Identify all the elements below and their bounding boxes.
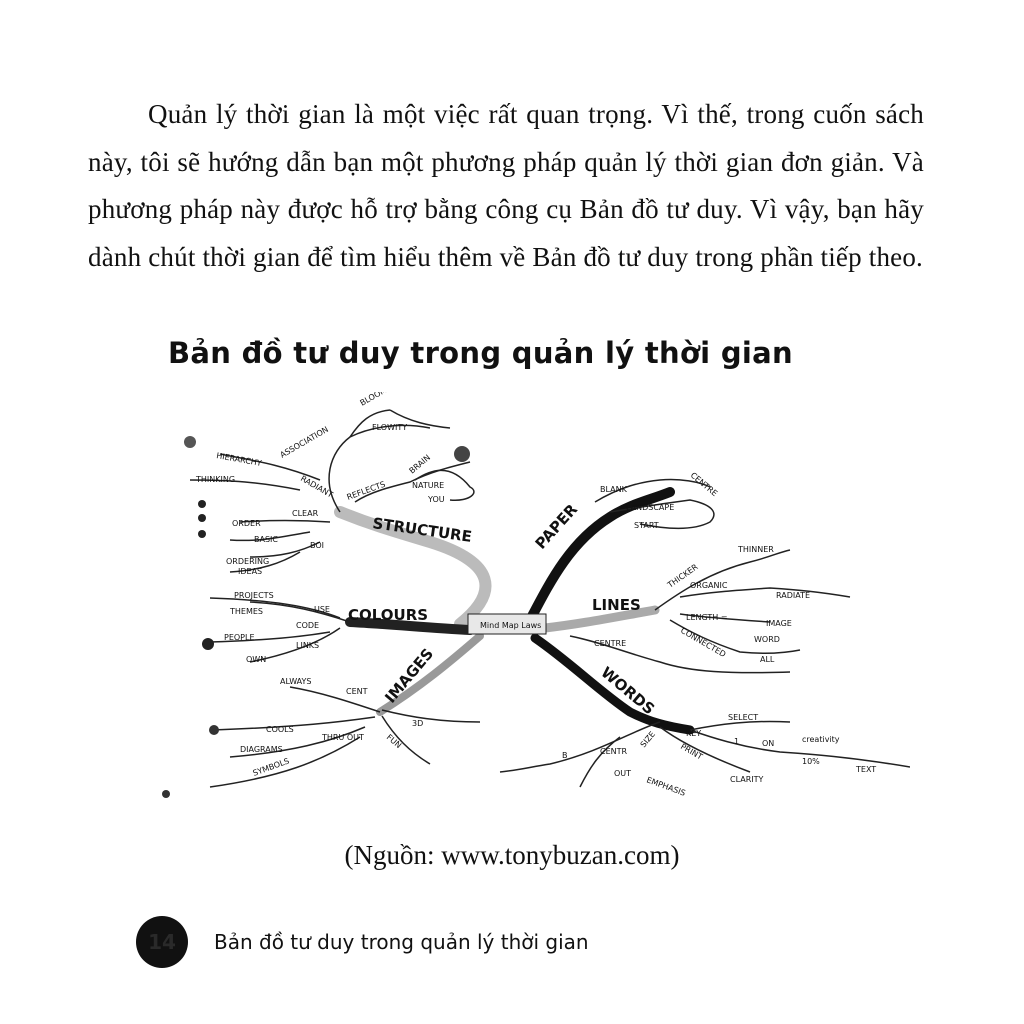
bullet-icon-1 <box>198 500 206 508</box>
node-b: B <box>562 751 568 760</box>
node-connected: CONNECTED <box>679 625 728 660</box>
node-thru-out: THRU OUT <box>322 733 364 742</box>
node-out: OUT <box>614 769 632 778</box>
node-links: LINKS <box>296 641 320 650</box>
node-creativity: creativity <box>802 735 840 744</box>
node-3d: 3D <box>412 719 424 728</box>
node-brain: BRAIN <box>407 452 433 476</box>
page-footer <box>136 914 589 970</box>
node-nature: NATURE <box>412 481 445 490</box>
node-lines-centre: CENTRE <box>594 639 627 648</box>
node-themes: THEMES <box>230 607 263 616</box>
node-thinner: THINNER <box>738 545 774 554</box>
node-projects: PROJECTS <box>234 591 274 600</box>
node-clarity: CLARITY <box>730 775 764 784</box>
node-people: PEOPLE <box>224 633 255 642</box>
footer-title: Bản đồ tư duy trong quản lý thời gian <box>214 930 589 954</box>
mind-map-figure <box>150 392 910 812</box>
node-order: ORDER <box>232 519 261 528</box>
node-fun: FUN <box>384 732 404 751</box>
node-use: USE <box>314 605 330 614</box>
node-code: CODE <box>296 621 320 630</box>
node-symbols: SYMBOLS <box>251 756 291 778</box>
star-icon <box>162 790 170 798</box>
node-flowity: FLOWITY <box>372 423 408 432</box>
node-basic: BASIC <box>254 535 278 544</box>
globe-icon <box>184 436 196 448</box>
node-select: SELECT <box>728 713 759 722</box>
node-all: ALL <box>760 655 775 664</box>
node-clear: CLEAR <box>292 509 319 518</box>
node-centre: CENTRE <box>688 470 720 499</box>
body-paragraph <box>88 91 924 281</box>
node-emphasis: EMPHASIS <box>645 775 687 798</box>
figure-title: Bản đồ tư duy trong quản lý thời gian <box>168 336 793 370</box>
node-on: ON <box>762 739 775 748</box>
node-association: ASSOCIATION <box>278 424 330 460</box>
node-radiate: RADIATE <box>776 591 811 600</box>
tools-icon <box>209 725 219 735</box>
node-you: YOU <box>428 495 445 504</box>
node-thicker: THICKER <box>665 562 700 590</box>
node-thinking: THINKING <box>196 475 236 484</box>
paper-label: PAPER <box>531 500 582 553</box>
node-size: SIZE <box>638 729 658 750</box>
node-centr: CENTR <box>600 747 628 756</box>
node-organic: ORGANIC <box>690 581 728 590</box>
node-cent: CENT <box>346 687 368 696</box>
node-text: TEXT <box>856 765 877 774</box>
node-key: KEY <box>686 729 702 738</box>
people-icon <box>202 638 214 650</box>
page-number-badge: 14 <box>136 916 188 968</box>
node-ideas: IDEAS <box>238 567 263 576</box>
node-own: OWN <box>246 655 267 664</box>
node-ordering: ORDERING <box>226 557 270 566</box>
node-ten-percent: 10% <box>802 757 820 766</box>
colours-label: COLOURS <box>348 606 429 624</box>
center-label: Mind Map Laws <box>480 621 542 630</box>
bullet-icon-2 <box>198 514 206 522</box>
node-cools: COOLS <box>266 725 294 734</box>
node-boi: BOI <box>310 541 325 550</box>
node-bloom: BLOOM <box>358 392 389 408</box>
images-label: IMAGES <box>381 644 438 707</box>
node-print: PRINT <box>679 741 704 762</box>
paragraph-text: Quản lý thời gian là một việc rất quan trọng. Vì thế, trong cuốn sách này, tôi sẽ hướng dẫn bạn một phương pháp quản lý thời gian đơn giản. Và phương pháp này được hỗ trợ bằng công cụ Bản đồ tư duy. Vì vậy, bạn hãy dành chút thời gian để tìm hiểu thêm về Bản đồ tư duy trong phần tiếp theo. <box>88 99 924 272</box>
figure-source: (Nguồn: www.tonybuzan.com) <box>344 840 680 870</box>
structure-label: STRUCTURE <box>371 514 473 546</box>
node-landscape: LANDSCAPE <box>626 503 675 512</box>
words-label: WORDS <box>597 663 659 719</box>
node-reflects: REFLECTS <box>345 479 387 502</box>
node-diagrams: DIAGRAMS <box>240 745 283 754</box>
node-image: IMAGE <box>766 619 792 628</box>
bullet-icon-3 <box>198 530 206 538</box>
node-hierarchy: HIERARCHY <box>215 451 263 468</box>
brain-icon <box>454 446 470 462</box>
mind-map-svg <box>150 392 910 812</box>
node-blank: BLANK <box>600 485 627 494</box>
node-word: WORD <box>754 635 780 644</box>
node-length: LENGTH = <box>686 613 728 622</box>
node-start: START <box>634 521 659 530</box>
node-always: ALWAYS <box>280 677 312 686</box>
node-one: 1 <box>734 737 740 746</box>
lines-label: LINES <box>592 596 641 614</box>
node-radiant: RADIANT <box>299 473 335 500</box>
